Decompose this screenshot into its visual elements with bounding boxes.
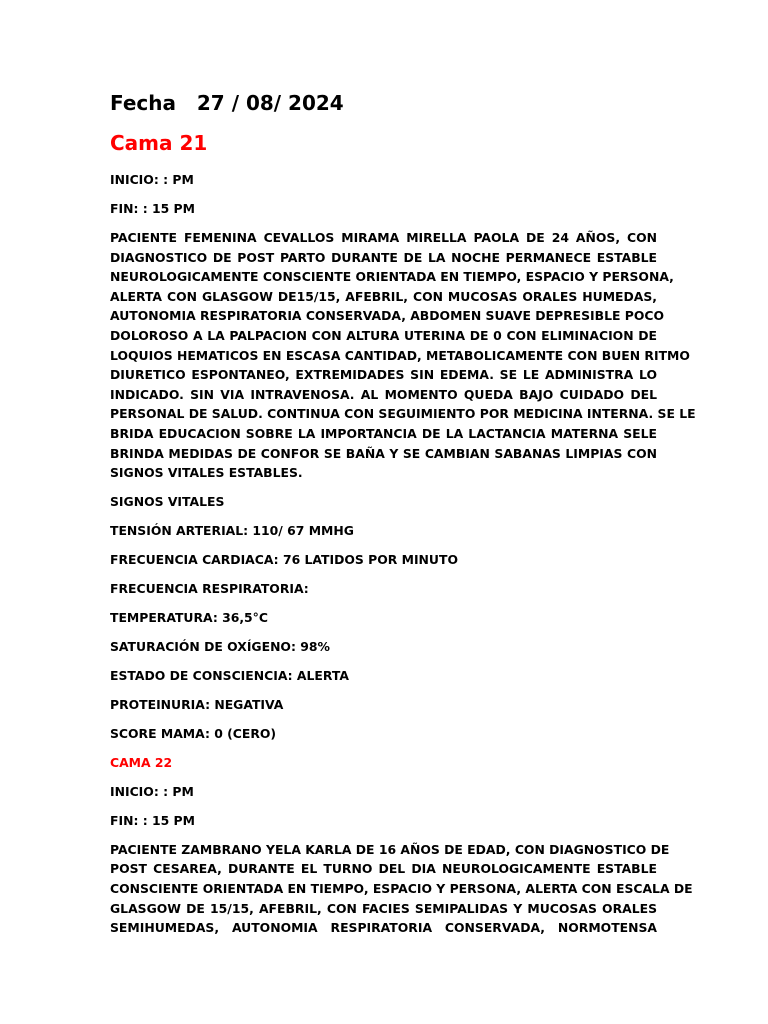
cama-21-paragraph (110, 228, 696, 483)
document-page (110, 86, 696, 938)
cama-22-paragraph (110, 840, 693, 938)
vital-temperature: TEMPERATURA: 36,5°C (110, 609, 268, 625)
vital-score-mama: SCORE MAMA: 0 (CERO) (110, 725, 277, 741)
paragraph-line: PERSONAL DE SALUD. CONTINUA CON SEGUIMIENTO POR MEDICINA INTERNA. SE LE (110, 406, 696, 422)
paragraph-line: BRINDA MEDIDAS DE CONFOR SE BAÑA Y SE CAMBIAN SABANAS LIMPIAS CON (110, 445, 657, 461)
vital-blood-pressure: TENSIÓN ARTERIAL: 110/ 67 MMHG (110, 522, 354, 538)
vitals-heading: SIGNOS VITALES (110, 493, 225, 509)
cama-21-title: Cama 21 (110, 131, 208, 155)
paragraph-line: DIAGNOSTICO DE POST PARTO DURANTE DE LA NOCHE PERMANECE ESTABLE (110, 249, 657, 265)
paragraph-line: SIGNOS VITALES ESTABLES. (110, 465, 303, 481)
paragraph-line: POST CESAREA, DURANTE EL TURNO DEL DIA NEUROLOGICAMENTE ESTABLE (110, 861, 657, 877)
cama-22-inicio: INICIO: : PM (110, 783, 194, 799)
vital-heart-rate: FRECUENCIA CARDIACA: 76 LATIDOS POR MINUTO (110, 551, 458, 567)
paragraph-line: NEUROLOGICAMENTE CONSCIENTE ORIENTADA EN TIEMPO, ESPACIO Y PERSONA, (110, 269, 674, 285)
paragraph-line: SEMIHUMEDAS, AUTONOMIA RESPIRATORIA CONSERVADA, NORMOTENSA (110, 920, 657, 936)
paragraph-line: ALERTA CON GLASGOW DE15/15, AFEBRIL, CON MUCOSAS ORALES HUMEDAS, (110, 288, 657, 304)
paragraph-line: DIURETICO ESPONTANEO, EXTREMIDADES SIN EDEMA. SE LE ADMINISTRA LO (110, 367, 657, 383)
cama-21-fin: FIN: : 15 PM (110, 201, 195, 216)
vital-proteinuria: PROTEINURIA: NEGATIVA (110, 696, 284, 712)
paragraph-line: DOLOROSO A LA PALPACION CON ALTURA UTERINA DE 0 CON ELIMINACION DE (110, 327, 657, 343)
paragraph-line: INDICADO. SIN VIA INTRAVENOSA. AL MOMENTO QUEDA BAJO CUIDADO DEL (110, 386, 657, 402)
paragraph-line: AUTONOMIA RESPIRATORIA CONSERVADA, ABDOMEN SUAVE DEPRESIBLE POCO (110, 308, 664, 324)
paragraph-line: BRIDA EDUCACION SOBRE LA IMPORTANCIA DE LA LACTANCIA MATERNA SELE (110, 425, 657, 441)
paragraph-line: CONSCIENTE ORIENTADA EN TIEMPO, ESPACIO Y PERSONA, ALERTA CON ESCALA DE (110, 880, 693, 896)
cama-22-title: CAMA 22 (110, 754, 173, 770)
date-heading: Fecha 27 / 08/ 2024 (110, 91, 344, 115)
paragraph-line: PACIENTE FEMENINA CEVALLOS MIRAMA MIRELLA PAOLA DE 24 AÑOS, CON (110, 230, 657, 245)
paragraph-line: PACIENTE ZAMBRANO YELA KARLA DE 16 AÑOS DE EDAD, CON DIAGNOSTICO DE (110, 841, 670, 857)
vital-respiratory-rate: FRECUENCIA RESPIRATORIA: (110, 580, 309, 596)
cama-22-fin: FIN: : 15 PM (110, 812, 195, 828)
paragraph-line: LOQUIOS HEMATICOS EN ESCASA CANTIDAD, METABOLICAMENTE CON BUEN RITMO (110, 347, 690, 363)
paragraph-line: GLASGOW DE 15/15, AFEBRIL, CON FACIES SEMIPALIDAS Y MUCOSAS ORALES (110, 900, 657, 916)
vital-oxygen-saturation: SATURACIÓN DE OXÍGENO: 98% (110, 638, 330, 654)
vital-consciousness: ESTADO DE CONSCIENCIA: ALERTA (110, 667, 349, 683)
cama-21-inicio: INICIO: : PM (110, 172, 194, 187)
